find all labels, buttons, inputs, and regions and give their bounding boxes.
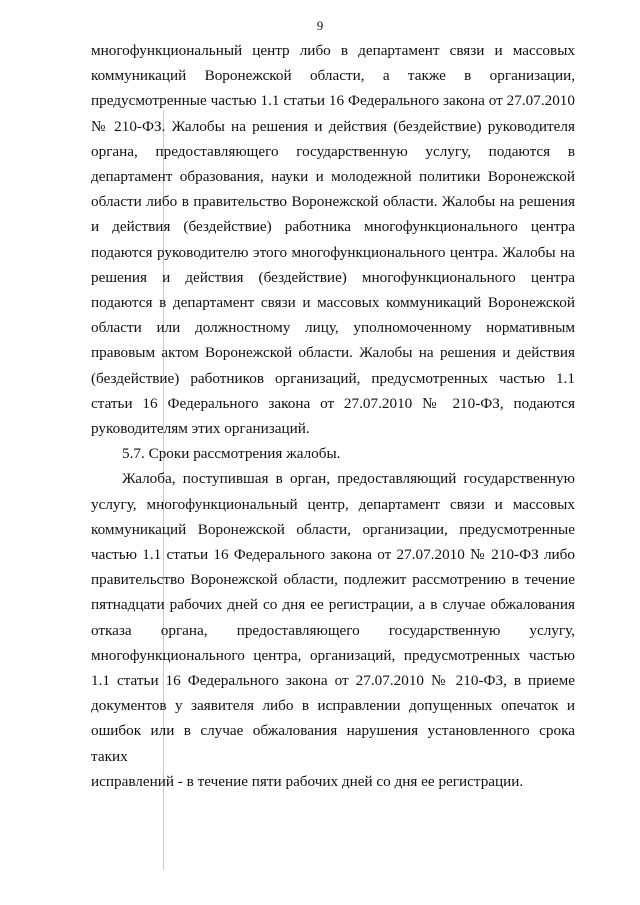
- text-line: департамент образования, науки и молодежной политики Воронежской: [91, 168, 575, 186]
- text-line: решения и действия (бездействие) многофункционального центра: [91, 268, 575, 286]
- text-line: ошибок или в случае обжалования нарушения установленного срока таких: [91, 722, 575, 765]
- text-line: коммуникаций Воронежской области, а также в организации,: [91, 67, 575, 85]
- text-line: коммуникаций Воронежской области, организации, предусмотренные: [91, 520, 575, 538]
- text-line: Жалоба, поступившая в орган, предоставляющий государственную: [122, 470, 575, 488]
- document-body: [91, 38, 575, 794]
- text-line: № 210-ФЗ. Жалобы на решения и действия (бездействие) руководителя: [91, 117, 575, 135]
- text-line: области либо в правительство Воронежской области. Жалобы на решения: [91, 193, 575, 211]
- page-number: 9: [316, 18, 324, 33]
- text-line: подаются в департамент связи и массовых коммуникаций Воронежской: [91, 294, 575, 312]
- text-line: правительство Воронежской области, подлежит рассмотрению в течение: [91, 571, 575, 589]
- text-line: органа, предоставляющего государственную услугу, подаются в: [91, 142, 575, 160]
- text-line: предусмотренные частью 1.1 статьи 16 Федерального закона от 27.07.2010: [91, 92, 575, 110]
- text-line: 1.1 статьи 16 Федерального закона от 27.07.2010 № 210-ФЗ, в приеме: [91, 672, 575, 690]
- text-line: отказа органа, предоставляющего государственную услугу,: [91, 621, 575, 639]
- text-line: статьи 16 Федерального закона от 27.07.2010 № 210-ФЗ, подаются: [91, 394, 575, 412]
- text-line: пятнадцати рабочих дней со дня ее регистрации, а в случае обжалования: [91, 596, 575, 614]
- text-line: правовым актом Воронежской области. Жалобы на решения и действия: [91, 344, 575, 362]
- text-line: многофункционального центра, организаций, предусмотренных частью: [91, 646, 575, 664]
- text-line: 5.7. Сроки рассмотрения жалобы.: [122, 445, 341, 463]
- text-line: документов у заявителя либо в исправлении допущенных опечаток и: [91, 697, 575, 715]
- text-line: и действия (бездействие) работника многофункционального центра: [91, 218, 575, 236]
- text-line: многофункциональный центр либо в департамент связи и массовых: [91, 42, 575, 59]
- text-line: услугу, многофункциональный центр, департамент связи и массовых: [91, 495, 575, 513]
- text-line: руководителям этих организаций.: [91, 420, 310, 438]
- text-line: частью 1.1 статьи 16 Федерального закона от 27.07.2010 № 210-ФЗ либо: [91, 546, 575, 564]
- text-line: (бездействие) работников организаций, предусмотренных частью 1.1: [91, 369, 575, 387]
- text-line: области или должностному лицу, уполномоченному нормативным: [91, 319, 575, 337]
- text-line: исправлений - в течение пяти рабочих дней со дня ее регистрации.: [91, 772, 524, 790]
- text-line: подаются руководителю этого многофункционального центра. Жалобы на: [91, 243, 575, 261]
